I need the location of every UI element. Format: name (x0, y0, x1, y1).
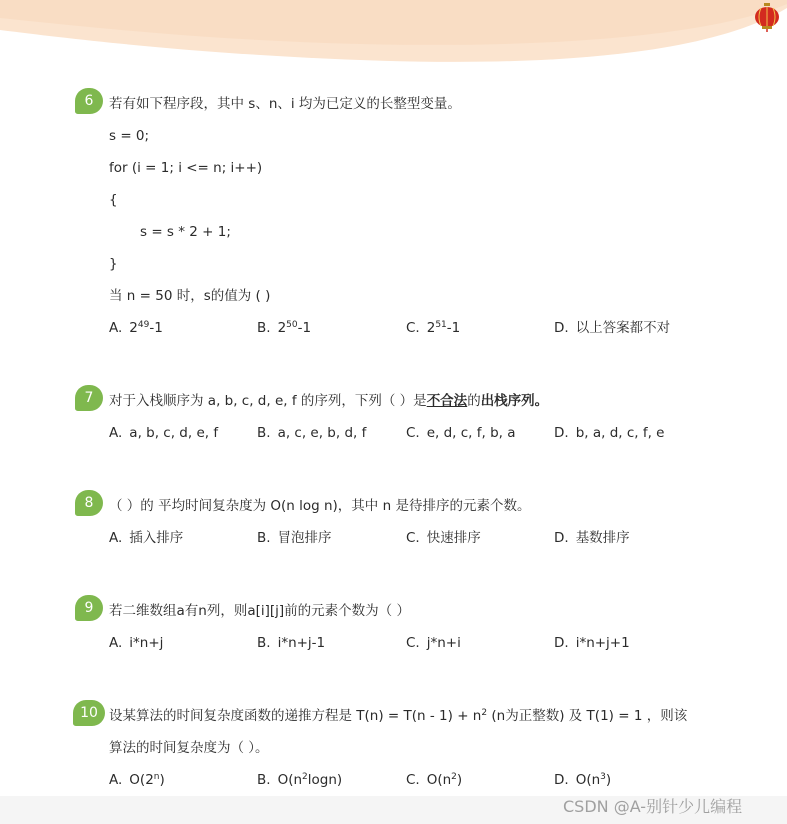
option-text: j*n+i (426, 635, 461, 651)
option-letter: A. (109, 425, 123, 441)
option-d[interactable] (554, 529, 630, 547)
code-line: for (i = 1; i <= n; i++) (109, 160, 263, 176)
question-stem: 若有如下程序段，其中 s、n、i 均为已定义的长整型变量。 (109, 96, 461, 112)
option-text: 插入排序 (129, 530, 184, 546)
option-text: i*n+j (129, 635, 164, 651)
option-letter: C. (406, 425, 420, 441)
lantern-icon (752, 2, 782, 32)
option-text: e, d, c, f, b, a (426, 425, 516, 441)
stem-text: 对于入栈顺序为 a, b, c, d, e, f 的序列，下列（ ）是 (109, 393, 427, 409)
option-base: 2 (129, 320, 138, 336)
option-d[interactable] (554, 319, 670, 337)
option-letter: B. (257, 425, 271, 441)
option-a[interactable] (109, 424, 218, 442)
option-letter: C. (406, 772, 420, 788)
option-base: 2 (277, 320, 287, 336)
option-letter: B. (257, 530, 271, 546)
option-exponent: 51 (435, 320, 447, 330)
option-exponent: 50 (286, 320, 298, 330)
option-tail: -1 (297, 320, 312, 336)
option-b[interactable] (257, 634, 325, 652)
question-stem: （ ）的 平均时间复杂度为 O(n log n)，其中 n 是待排序的元素个数。 (109, 498, 531, 514)
option-exponent: 2 (302, 772, 308, 782)
option-text: ) (605, 772, 612, 788)
option-letter: A. (109, 772, 123, 788)
option-letter: D. (554, 530, 569, 546)
question-number-badge: 9 (75, 595, 103, 621)
code-line: s = 0; (109, 128, 150, 144)
option-a[interactable] (109, 319, 163, 337)
option-c[interactable] (406, 529, 481, 547)
option-text: 快速排序 (426, 530, 481, 546)
option-b[interactable] (257, 424, 366, 442)
option-a[interactable] (109, 771, 165, 789)
question-stem (109, 707, 687, 725)
stem-text: (n为正整数) 及 T(1) = 1 ，则该 (487, 708, 688, 724)
option-text: a, c, e, b, d, f (277, 425, 367, 441)
option-text: ) (456, 772, 463, 788)
watermark: CSDN @A-别针少儿编程 (563, 797, 743, 816)
question-number-badge: 10 (73, 700, 105, 726)
option-letter: D. (554, 635, 569, 651)
question-stem-continued: 算法的时间复杂度为（ ）。 (109, 740, 269, 756)
option-letter: C. (406, 635, 420, 651)
code-line: } (109, 256, 118, 272)
option-text: O(n (277, 772, 303, 788)
option-c[interactable] (406, 319, 460, 337)
option-text: b, a, d, c, f, e (575, 425, 665, 441)
option-d[interactable] (554, 771, 611, 789)
question-number-badge: 7 (75, 385, 103, 411)
option-letter: D. (554, 425, 569, 441)
option-exponent: 2 (451, 772, 457, 782)
code-line: s = s * 2 + 1; (140, 224, 231, 240)
stem-emphasis: 出栈序列。 (480, 393, 549, 409)
option-letter: D. (554, 772, 569, 788)
option-a[interactable] (109, 529, 183, 547)
stem-text: 的 (467, 393, 481, 409)
option-text: logn) (307, 772, 343, 788)
option-text: O(2 (129, 772, 154, 788)
option-a[interactable] (109, 634, 163, 652)
option-letter: B. (257, 320, 271, 336)
stem-emphasis: 不合法 (426, 393, 468, 409)
option-b[interactable] (257, 319, 311, 337)
question-number-badge: 8 (75, 490, 103, 516)
stem-text: 设某算法的时间复杂度函数的递推方程是 T(n) = T(n - 1) + n (109, 708, 482, 724)
option-letter: A. (109, 320, 123, 336)
option-letter: A. (109, 635, 123, 651)
option-d[interactable] (554, 424, 665, 442)
option-base: 2 (426, 320, 436, 336)
option-text: 冒泡排序 (277, 530, 332, 546)
option-text: ) (159, 772, 165, 788)
option-letter: B. (257, 635, 271, 651)
option-exponent: 49 (137, 320, 150, 330)
code-line: { (109, 192, 118, 208)
option-tail: -1 (446, 320, 461, 336)
option-letter: D. (554, 320, 569, 336)
question-prompt: 当 n = 50 时，s的值为 ( ) (109, 288, 271, 304)
option-text: 以上答案都不对 (575, 320, 671, 336)
stem-exponent: 2 (481, 708, 488, 718)
option-b[interactable] (257, 529, 332, 547)
option-letter: B. (257, 772, 271, 788)
option-text: O(n (426, 772, 452, 788)
option-c[interactable] (406, 771, 462, 789)
question-stem: 若二维数组a有n列，则a[i][j]前的元素个数为（ ） (109, 603, 410, 619)
option-letter: C. (406, 320, 420, 336)
option-c[interactable] (406, 424, 516, 442)
option-c[interactable] (406, 634, 461, 652)
option-exponent: 3 (600, 772, 606, 782)
option-letter: A. (109, 530, 123, 546)
option-text: O(n (575, 772, 601, 788)
option-text: i*n+j+1 (575, 635, 630, 651)
option-b[interactable] (257, 771, 342, 789)
option-letter: C. (406, 530, 420, 546)
option-tail: -1 (149, 320, 163, 336)
option-text: a, b, c, d, e, f (129, 425, 219, 441)
question-stem (109, 392, 548, 410)
option-d[interactable] (554, 634, 630, 652)
question-number-badge: 6 (75, 88, 103, 114)
option-exponent: n (153, 772, 160, 782)
top-banner (0, 0, 787, 70)
option-text: 基数排序 (575, 530, 630, 546)
option-text: i*n+j-1 (277, 635, 326, 651)
